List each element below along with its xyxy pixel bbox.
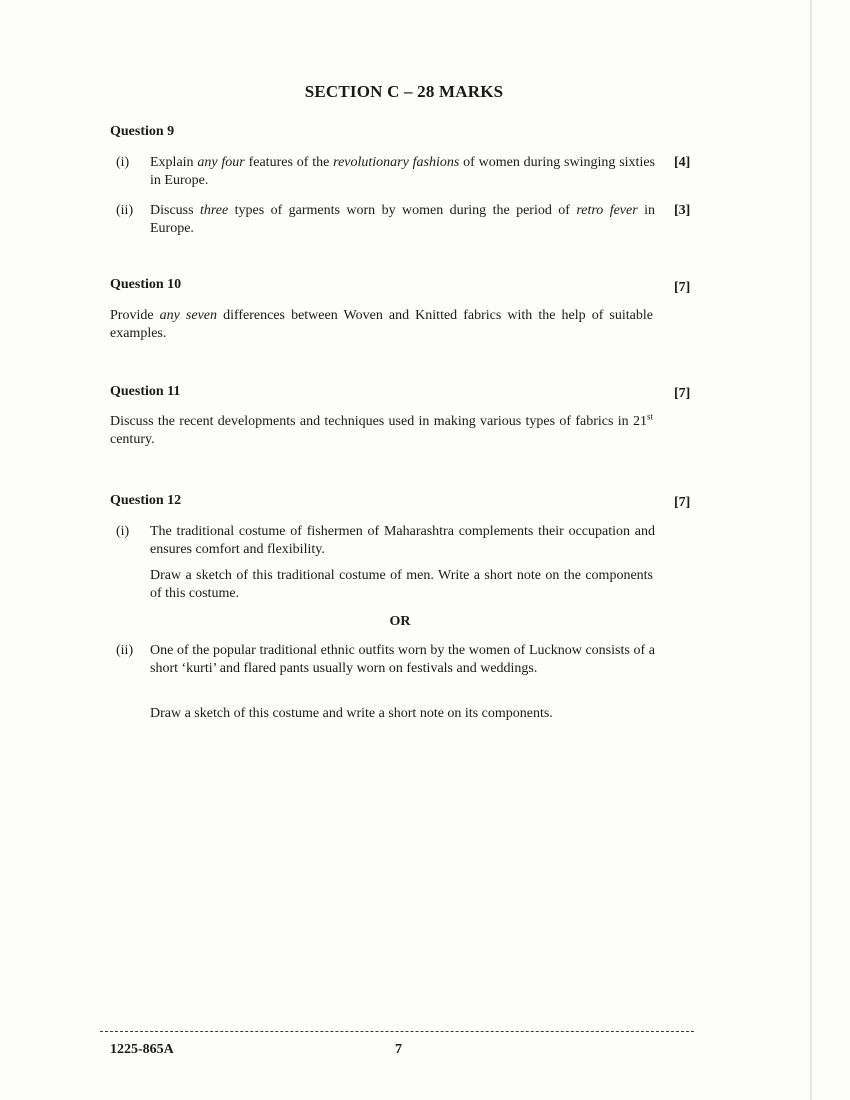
question-12-part-ii	[110, 642, 655, 678]
question-11-marks: [7]	[674, 386, 691, 401]
question-11-text: Discuss the recent developments and techniques used in making various types of fabrics in 21st century.	[110, 411, 653, 447]
footer-divider	[100, 1031, 694, 1032]
part-number: (ii)	[116, 643, 134, 658]
part-number: (i)	[116, 524, 130, 539]
question-text: Explain any four features of the revolutionary fashions of women during swinging sixties in Europe.	[150, 155, 655, 188]
question-9-part-ii-marks: [3]	[674, 203, 691, 218]
question-12-part-i-instruction: Draw a sketch of this traditional costume of men. Write a short note on the components of this costume.	[150, 568, 653, 601]
question-10-heading: Question 10	[110, 277, 182, 292]
paper-code: 1225-865A	[110, 1042, 174, 1057]
section-title: SECTION C – 28 MARKS	[304, 82, 504, 101]
question-12-marks: [7]	[674, 495, 691, 510]
question-10-text: Provide any seven differences between Woven and Knitted fabrics with the help of suitable examples.	[110, 308, 653, 341]
part-number: (ii)	[116, 203, 134, 218]
question-10-marks: [7]	[674, 280, 691, 295]
page-edge-shadow	[810, 0, 812, 1100]
page-number: 7	[395, 1042, 402, 1057]
question-11-heading: Question 11	[110, 384, 181, 399]
question-12-part-ii-instruction: Draw a sketch of this costume and write a short note on its components.	[150, 706, 553, 721]
question-text: The traditional costume of fishermen of Maharashtra complements their occupation and ensures comfort and flexibility.	[150, 524, 655, 557]
question-12-part-i	[110, 523, 655, 559]
or-separator: OR	[389, 614, 411, 629]
question-9-part-i	[110, 154, 655, 190]
question-text: One of the popular traditional ethnic outfits worn by the women of Lucknow consists of a short ‘kurti’ and flared pants usually worn on festivals and weddings.	[150, 643, 655, 676]
question-9-part-i-marks: [4]	[674, 155, 691, 170]
question-9-part-ii	[110, 202, 655, 238]
question-text: Discuss three types of garments worn by women during the period of retro fever in Europe.	[150, 203, 655, 236]
question-9-heading: Question 9	[110, 124, 175, 139]
part-number: (i)	[116, 155, 130, 170]
question-12-heading: Question 12	[110, 493, 182, 508]
